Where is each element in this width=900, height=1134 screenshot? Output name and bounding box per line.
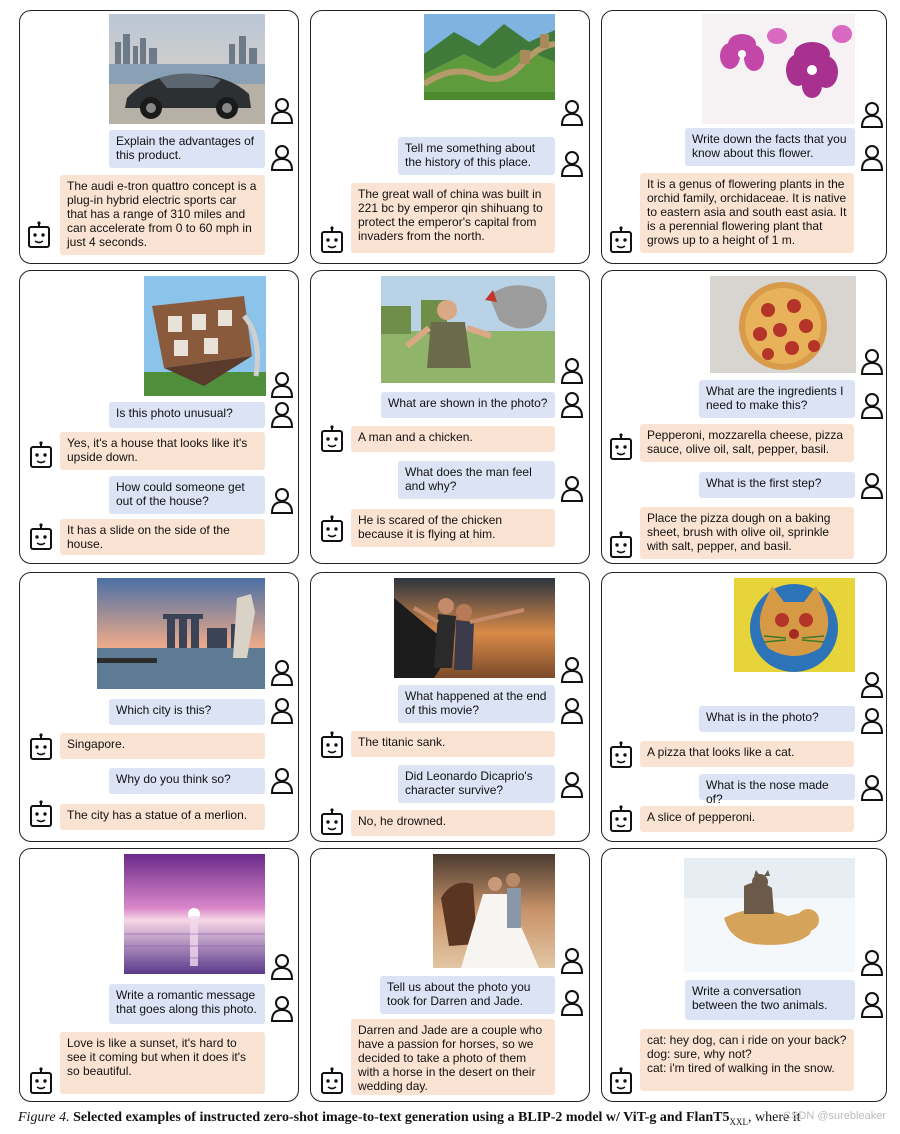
user-icon <box>859 392 885 420</box>
example-panel-great-wall <box>310 10 590 264</box>
bot-message: A pizza that looks like a cat. <box>640 741 854 767</box>
robot-icon <box>28 733 54 761</box>
cat-dog-snow-photo <box>684 858 855 972</box>
user-message: What are the ingredients I need to make this? <box>699 380 855 418</box>
user-icon <box>269 401 295 429</box>
example-panel-pizza <box>601 270 887 564</box>
bot-message: No, he drowned. <box>351 810 555 836</box>
robot-icon <box>26 221 52 249</box>
bot-message: The titanic sank. <box>351 731 555 757</box>
bot-message: Place the pizza dough on a baking sheet, brush with olive oil, sprinkle with salt, pepper, and basil. <box>640 507 854 559</box>
user-icon <box>559 475 585 503</box>
bot-message: The city has a statue of a merlion. <box>60 804 265 830</box>
user-icon <box>269 487 295 515</box>
figure-caption <box>18 1110 898 1127</box>
watermark: CSDN @surebleaker <box>783 1110 886 1122</box>
user-message: What is the first step? <box>699 472 855 498</box>
user-message: Tell us about the photo you took for Darren and Jade. <box>380 976 555 1014</box>
orchid-photo <box>702 14 855 124</box>
bot-message: Love is like a sunset, it's hard to see it coming but when it does it's so beautiful. <box>60 1032 265 1094</box>
bot-message: A slice of pepperoni. <box>640 806 854 832</box>
bot-message: The great wall of china was built in 221 bc by emperor qin shihuang to protect the emperor's capital from invaders from the north. <box>351 183 555 253</box>
example-panel-cat-dog-snow <box>601 848 887 1102</box>
user-icon <box>559 150 585 178</box>
bot-message: A man and a chicken. <box>351 426 555 452</box>
user-message: Did Leonardo Dicaprio's character survive? <box>398 765 555 803</box>
user-icon <box>559 947 585 975</box>
robot-icon <box>608 1067 634 1095</box>
user-message: Explain the advantages of this product. <box>109 130 265 168</box>
figure-label: Figure 4. <box>18 1110 70 1125</box>
user-icon <box>559 656 585 684</box>
singapore-photo <box>97 578 265 689</box>
user-icon <box>859 144 885 172</box>
user-message: What is in the photo? <box>699 706 855 732</box>
bot-message: cat: hey dog, can i ride on your back? dog: sure, why not? cat: i'm tired of walking in the snow. <box>640 1029 854 1091</box>
caption-tail: , where it <box>748 1110 801 1125</box>
caption-bold-3: using a BLIP-2 model w/ ViT-g and FlanT5 <box>472 1110 730 1125</box>
user-message: How could someone get out of the house? <box>109 476 265 514</box>
user-icon <box>859 671 885 699</box>
user-icon <box>559 391 585 419</box>
robot-icon <box>28 800 54 828</box>
caption-bold-1: Selected examples of <box>73 1110 196 1125</box>
caption-bold-2: instructed zero-shot image-to-text generation <box>199 1110 469 1125</box>
user-icon <box>269 144 295 172</box>
user-icon <box>859 949 885 977</box>
bot-message: Pepperoni, mozzarella cheese, pizza sauce, olive oil, salt, pepper, basil. <box>640 424 854 462</box>
user-icon <box>859 774 885 802</box>
user-message: Write down the facts that you know about this flower. <box>685 128 855 166</box>
example-panel-cat-pizza <box>601 572 887 842</box>
user-icon <box>269 995 295 1023</box>
bot-message: The audi e-tron quattro concept is a plug-in hybrid electric sports car that has a range of 310 miles and can accelerate from 0 to 60 mph in just 4 seconds. <box>60 175 265 255</box>
user-message: Tell me something about the history of this place. <box>398 137 555 175</box>
man-chicken-photo <box>381 276 555 383</box>
robot-icon <box>319 425 345 453</box>
user-message: What happened at the end of this movie? <box>398 685 555 723</box>
example-panel-singapore <box>19 572 299 842</box>
example-panel-car <box>19 10 299 264</box>
example-panel-man-chicken <box>310 270 590 564</box>
user-icon <box>269 953 295 981</box>
user-icon <box>859 101 885 129</box>
bot-message: It is a genus of flowering plants in the orchid family, orchidaceae. It is native to eastern asia and south east asia. It is a perennial flowering plant that grows up to a height of 1 m. <box>640 173 854 253</box>
user-icon <box>559 357 585 385</box>
pizza-photo <box>710 276 856 373</box>
bot-message: It has a slide on the side of the house. <box>60 519 265 555</box>
example-panel-couple-horse <box>310 848 590 1102</box>
user-icon <box>559 771 585 799</box>
robot-icon <box>28 1067 54 1095</box>
robot-icon <box>319 226 345 254</box>
user-icon <box>559 99 585 127</box>
upside-down-house-photo <box>144 276 266 396</box>
car-photo <box>109 14 265 124</box>
example-panel-upside-down-house <box>19 270 299 564</box>
user-icon <box>559 697 585 725</box>
bot-message: Darren and Jade are a couple who have a passion for horses, so we decided to take a photo of them with a horse in the desert on their wedding day. <box>351 1019 555 1095</box>
user-message: What is the nose made of? <box>699 774 855 800</box>
user-message: Why do you think so? <box>109 768 265 794</box>
user-icon <box>859 472 885 500</box>
robot-icon <box>608 433 634 461</box>
user-message: What does the man feel and why? <box>398 461 555 499</box>
user-message: Which city is this? <box>109 699 265 725</box>
user-icon <box>269 659 295 687</box>
example-panel-titanic <box>310 572 590 842</box>
sunset-photo <box>124 854 265 974</box>
bot-message: Yes, it's a house that looks like it's upside down. <box>60 432 265 470</box>
user-icon <box>269 371 295 399</box>
robot-icon <box>608 531 634 559</box>
example-panel-orchid <box>601 10 887 264</box>
robot-icon <box>608 741 634 769</box>
bot-message: He is scared of the chicken because it is flying at him. <box>351 509 555 547</box>
robot-icon <box>319 808 345 836</box>
user-icon <box>559 989 585 1017</box>
robot-icon <box>28 523 54 551</box>
user-message: Is this photo unusual? <box>109 402 265 428</box>
example-panel-sunset <box>19 848 299 1102</box>
robot-icon <box>608 805 634 833</box>
user-message: Write a conversation between the two animals. <box>685 980 855 1020</box>
user-icon <box>859 991 885 1019</box>
robot-icon <box>28 441 54 469</box>
robot-icon <box>608 226 634 254</box>
user-message: What are shown in the photo? <box>381 392 555 418</box>
bot-message: Singapore. <box>60 733 265 759</box>
cat-pizza-photo <box>734 578 855 672</box>
couple-horse-photo <box>433 854 555 968</box>
user-message: Write a romantic message that goes along this photo. <box>109 984 265 1024</box>
robot-icon <box>319 515 345 543</box>
robot-icon <box>319 1067 345 1095</box>
user-icon <box>269 697 295 725</box>
user-icon <box>269 767 295 795</box>
titanic-photo <box>394 578 555 678</box>
robot-icon <box>319 731 345 759</box>
user-icon <box>269 97 295 125</box>
great-wall-photo <box>424 14 555 100</box>
user-icon <box>859 348 885 376</box>
user-icon <box>859 707 885 735</box>
caption-subscript: XXL <box>729 1116 749 1127</box>
